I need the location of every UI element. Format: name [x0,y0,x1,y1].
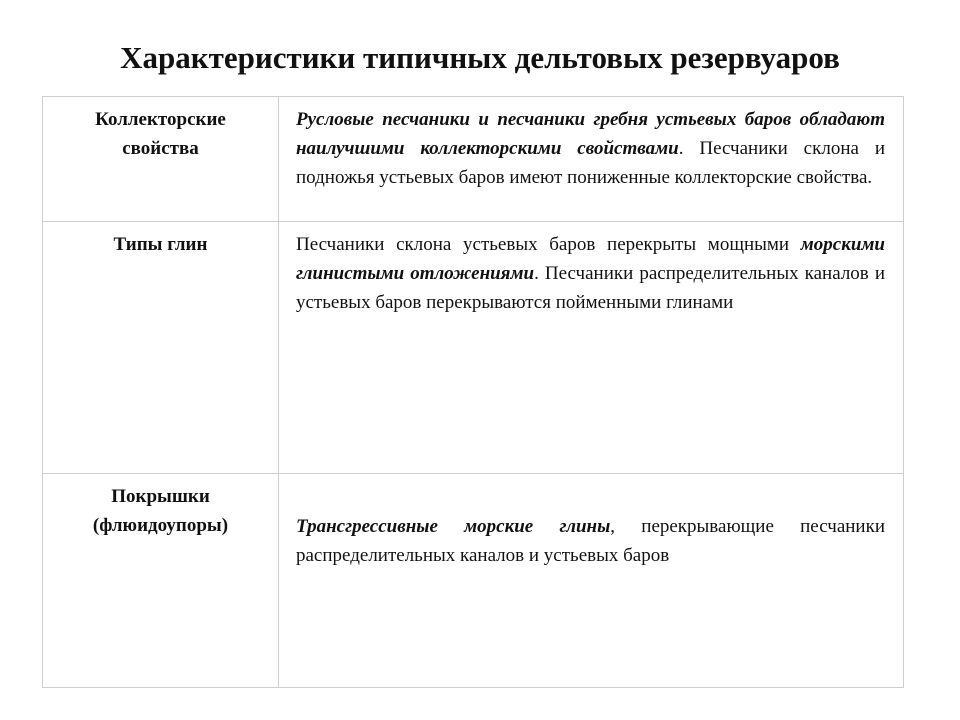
description-text: . Песчаники склона и подножья устьевых баров имеют пониженные коллекторские свойства. [296,138,885,188]
description-text: . Песчаники распределительных каналов и устьевых баров перекрываются пойменными глинами [296,263,886,313]
row-label-line: Коллекторские [95,109,226,130]
row-label-cell [43,222,279,474]
table [42,96,904,688]
row-description-cell [279,474,904,688]
row-description-cell [279,97,904,222]
page-title: Характеристики типичных дельтовых резервуаров [120,40,840,75]
description-text: , перекрывающие песчаники распределительных каналов и устьевых баров [296,516,885,566]
description-text: Песчаники склона устьевых баров перекрыты мощными [296,234,801,255]
table-row-reservoir-properties [43,97,904,222]
row-label-line: Типы глин [113,234,208,255]
table-row-clay-types [43,222,904,474]
row-label-cell [43,474,279,688]
emphasized-text: Русловые песчаники и песчаники гребня устьевых баров обладают наилучшими коллекторскими свойствами [296,109,885,159]
row-label-cell [43,97,279,222]
row-label-line: (флюидоупоры) [92,515,229,536]
reservoir-characteristics-table [42,96,902,687]
row-label-line: свойства [122,138,199,159]
table-row-seals [43,474,904,688]
row-label-line: Покрышки [111,486,210,507]
emphasized-text: Трансгрессивные морские глины [296,516,611,537]
emphasized-text: морскими глинистыми отложениями [296,234,885,284]
row-description-cell [279,222,904,474]
